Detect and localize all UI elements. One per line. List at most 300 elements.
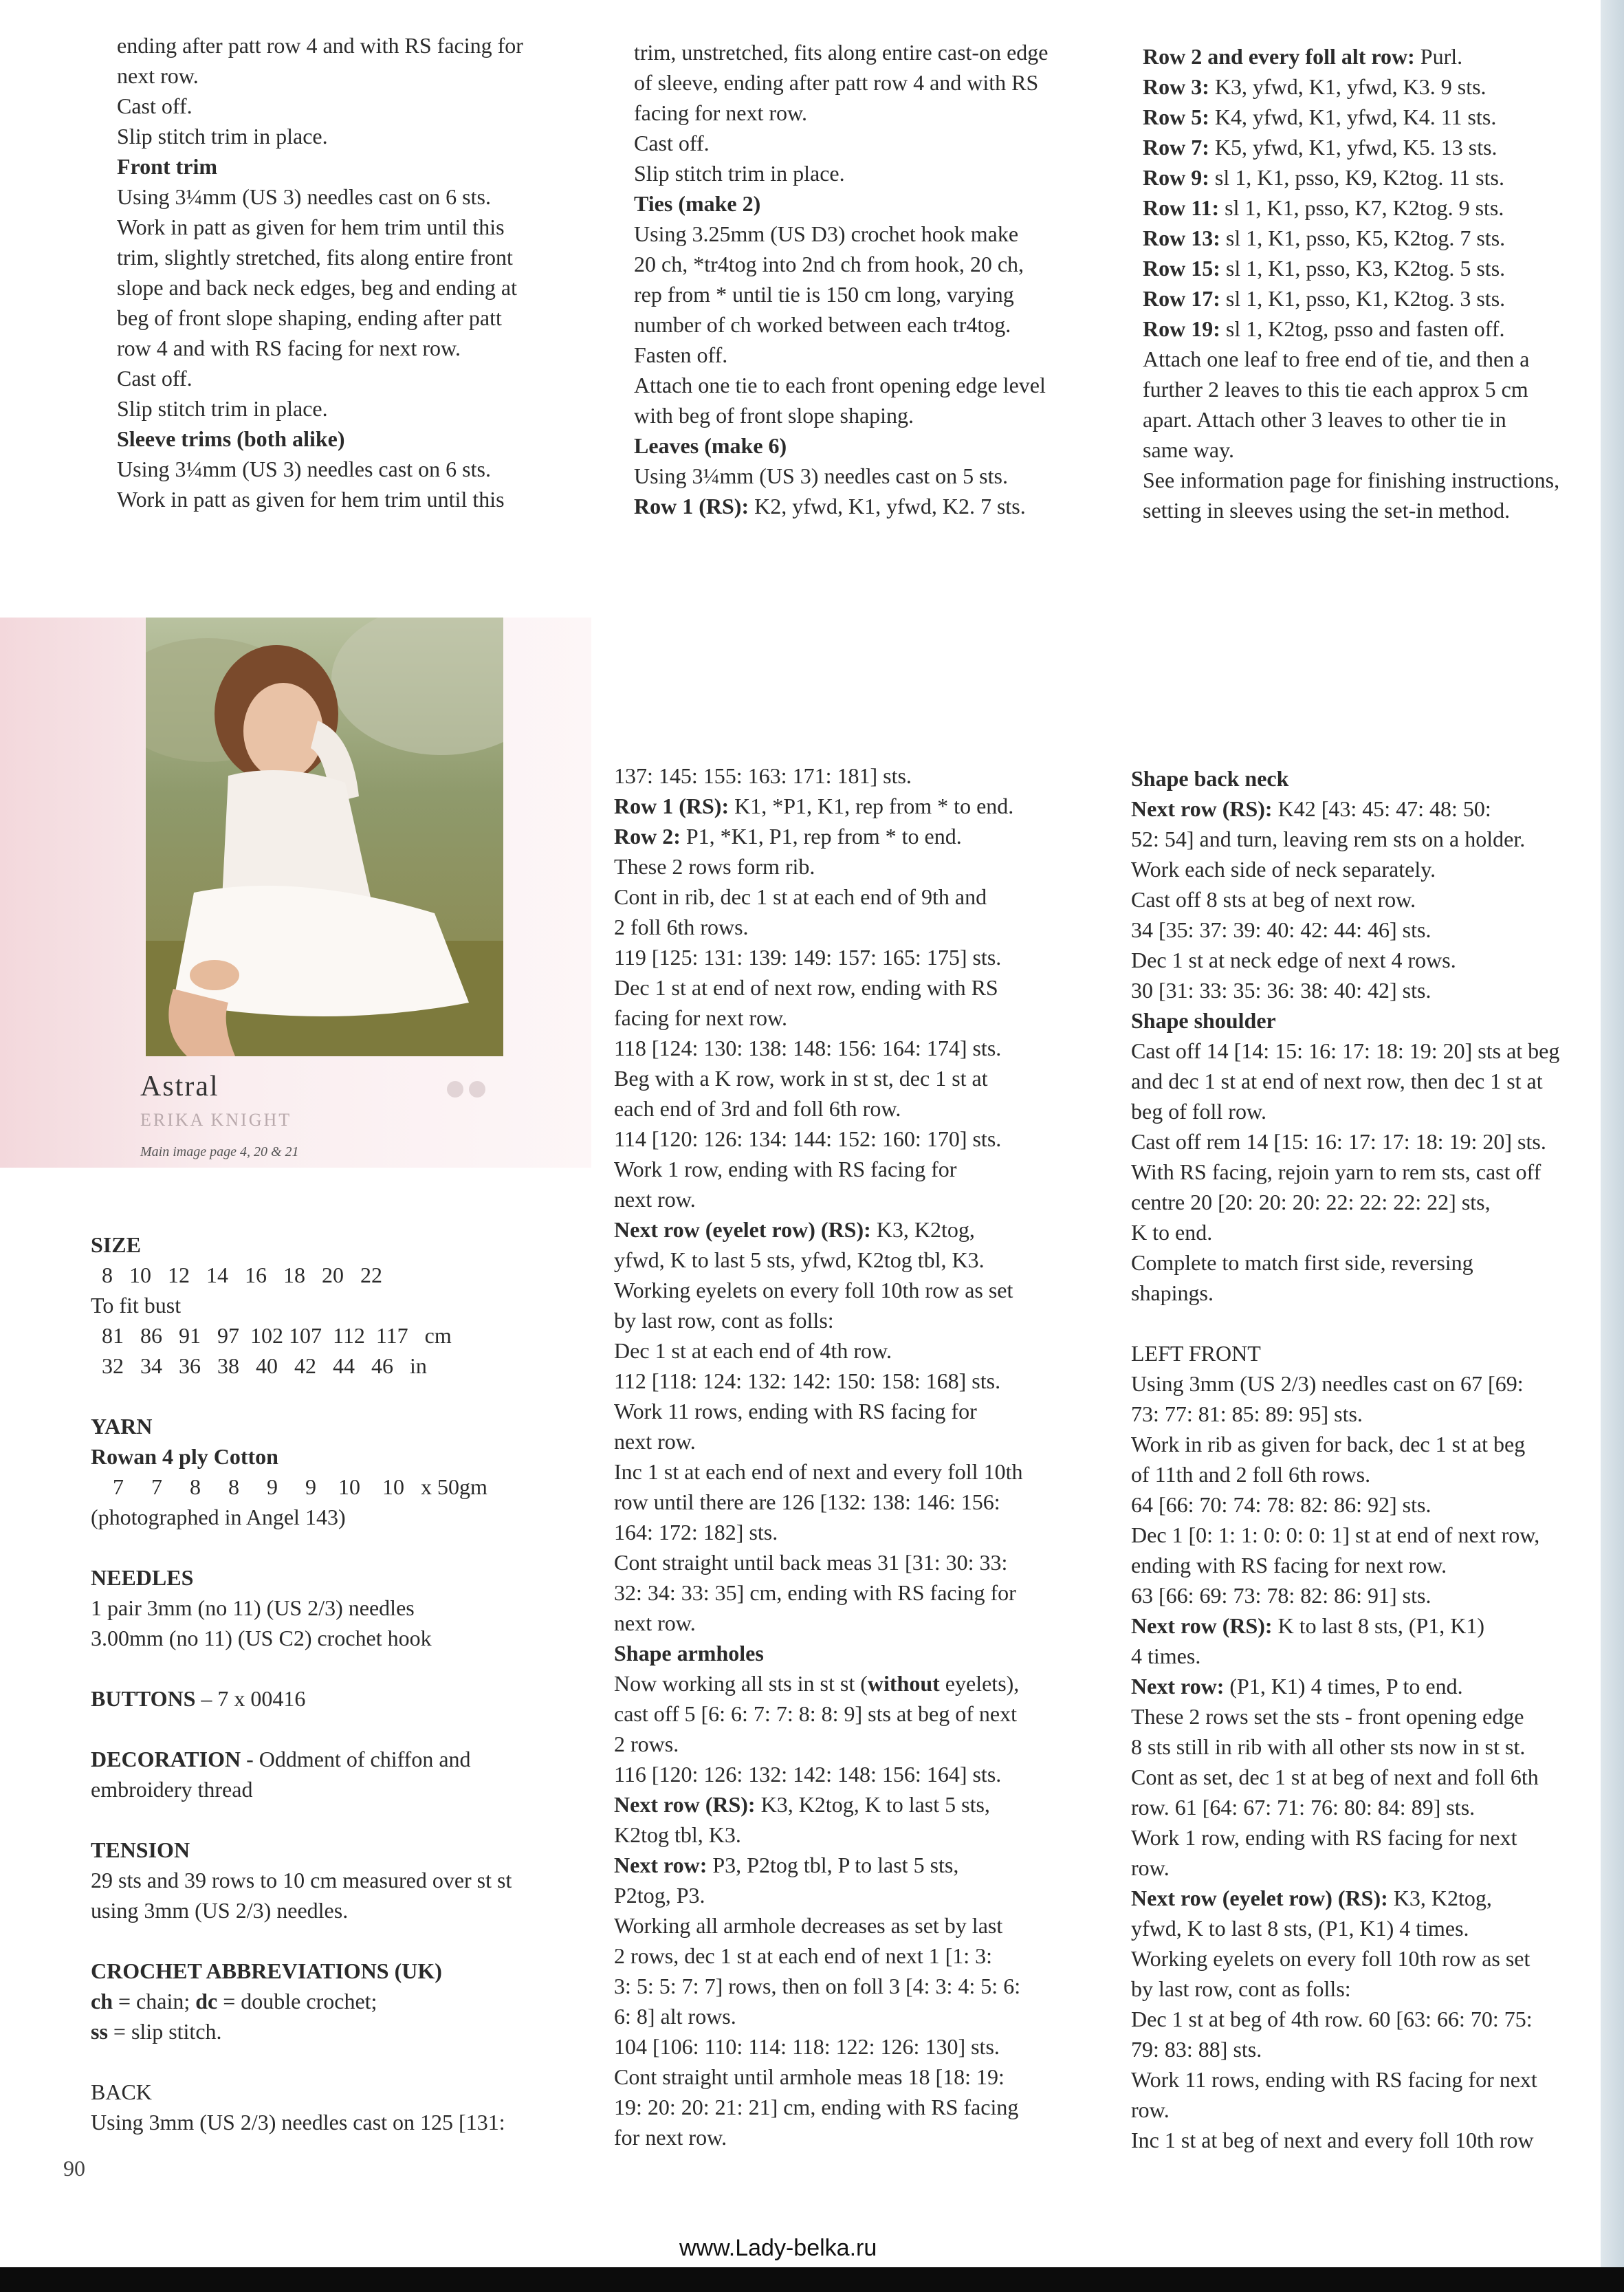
- text-run: 73: 77: 81: 85: 89: 95] sts.: [1131, 1401, 1363, 1426]
- text-run: beg of front slope shaping, ending after patt: [117, 305, 502, 330]
- text-line: [614, 1910, 1022, 1941]
- bold-run: Row 3:: [1143, 74, 1215, 99]
- text-run: sl 1, K1, psso, K3, K2tog. 5 sts.: [1225, 256, 1506, 281]
- bold-run: SIZE: [91, 1232, 141, 1257]
- text-line: [117, 151, 523, 182]
- text-line: [91, 2107, 512, 2137]
- text-line: [614, 912, 1022, 942]
- text-line: [91, 1351, 512, 1381]
- text-run: sl 1, K2tog, psso and fasten off.: [1225, 316, 1505, 341]
- text-line: [91, 1562, 512, 1593]
- text-run: each end of 3rd and foll 6th row.: [614, 1096, 901, 1121]
- text-line: [614, 791, 1022, 821]
- text-run: sl 1, K1, psso, K5, K2tog. 7 sts.: [1225, 226, 1506, 250]
- text-run: Using 3¼mm (US 3) needles cast on 6 sts.: [117, 457, 491, 481]
- bold-run: YARN: [91, 1414, 153, 1439]
- text-line: [1131, 763, 1559, 794]
- text-line: [1143, 41, 1559, 72]
- text-line: [1131, 2125, 1559, 2155]
- text-line: [634, 67, 1048, 98]
- text-line: [614, 1578, 1022, 1608]
- text-run: Work 1 row, ending with RS facing for next: [1131, 1825, 1517, 1850]
- bold-run: dc: [195, 1989, 218, 2013]
- text-run: K5, yfwd, K1, yfwd, K5. 13 sts.: [1214, 135, 1497, 160]
- bold-run: Row 2 and every foll alt row:: [1143, 44, 1420, 69]
- text-run: of 11th and 2 foll 6th rows.: [1131, 1462, 1371, 1487]
- text-line: [91, 1502, 512, 1532]
- text-line: [634, 370, 1048, 400]
- bold-run: Leaves (make 6): [634, 433, 787, 458]
- text-run: Work in patt as given for hem trim until this: [117, 487, 505, 512]
- text-run: slope and back neck edges, beg and ending at: [117, 275, 518, 300]
- text-line: [1131, 1792, 1559, 1822]
- text-run: Cont in rib, dec 1 st at each end of 9th and: [614, 884, 987, 909]
- text-run: ending with RS facing for next row.: [1131, 1553, 1447, 1578]
- dot: [469, 1081, 485, 1098]
- text-run: Work each side of neck separately.: [1131, 857, 1436, 882]
- bold-run: Next row (RS):: [1131, 1613, 1278, 1638]
- text-line: [614, 761, 1022, 791]
- text-line: [91, 1925, 512, 1956]
- text-line: [91, 2016, 512, 2047]
- text-line: [91, 1441, 512, 1472]
- design-author: ERIKA KNIGHT: [140, 1110, 292, 1130]
- text-run: Cont straight until back meas 31 [31: 30: 33:: [614, 1550, 1008, 1575]
- bold-run: Row 11:: [1143, 195, 1225, 220]
- text-run: K1, *P1, K1, rep from * to end.: [734, 794, 1014, 818]
- text-run: K to last 8 sts, (P1, K1): [1277, 1613, 1485, 1638]
- bold-run: Next row:: [614, 1853, 713, 1877]
- text-run: K42 [43: 45: 47: 48: 50:: [1277, 796, 1491, 821]
- text-line: [91, 1411, 512, 1441]
- text-line: [1131, 1126, 1559, 1157]
- text-run: 30 [31: 33: 35: 36: 38: 40: 42] sts.: [1131, 978, 1431, 1003]
- text-line: [1143, 253, 1559, 283]
- text-run: sl 1, K1, psso, K1, K2tog. 3 sts.: [1225, 286, 1506, 311]
- text-line: [91, 2047, 512, 2077]
- text-run: 52: 54] and turn, leaving rem sts on a holder.: [1131, 827, 1526, 851]
- text-run: 2 rows, dec 1 st at each end of next 1 [1: 3:: [614, 1943, 993, 1968]
- text-run: Using 3.25mm (US D3) crochet hook make: [634, 221, 1019, 246]
- bold-run: Front trim: [117, 154, 218, 179]
- text-run: These 2 rows form rib.: [614, 854, 815, 879]
- text-line: [614, 882, 1022, 912]
- text-column-top-left: [117, 30, 523, 514]
- text-line: [117, 424, 523, 454]
- text-line: [614, 1880, 1022, 1910]
- text-run: 118 [124: 130: 138: 148: 156: 164: 174] sts.: [614, 1036, 1002, 1060]
- text-line: [614, 2122, 1022, 2152]
- text-run: trim, unstretched, fits along entire cast-on edge: [634, 40, 1049, 65]
- text-run: rep from * until tie is 150 cm long, varying: [634, 282, 1014, 307]
- text-run: 64 [66: 70: 74: 78: 82: 86: 92] sts.: [1131, 1492, 1431, 1517]
- bold-run: Row 9:: [1143, 165, 1215, 190]
- text-run: Cast off.: [117, 94, 193, 118]
- text-run: of sleeve, ending after patt row 4 and with RS: [634, 70, 1039, 95]
- text-run: centre 20 [20: 20: 20: 22: 22: 22: 22] sts,: [1131, 1190, 1491, 1214]
- text-run: Attach one leaf to free end of tie, and then a: [1143, 347, 1530, 371]
- text-run: To fit bust: [91, 1293, 182, 1318]
- text-run: 2 rows.: [614, 1732, 679, 1756]
- text-line: [634, 37, 1048, 67]
- text-run: embroidery thread: [91, 1777, 253, 1802]
- text-run: 1 pair 3mm (no 11) (US 2/3) needles: [91, 1595, 415, 1620]
- text-line: [634, 491, 1048, 521]
- bold-run: without: [867, 1671, 940, 1696]
- text-run: = slip stitch.: [107, 2019, 222, 2044]
- text-run: 164: 172: 182] sts.: [614, 1520, 778, 1545]
- text-run: K2, yfwd, K1, yfwd, K2. 7 sts.: [754, 494, 1026, 519]
- text-line: [1143, 374, 1559, 404]
- text-run: Cast off.: [117, 366, 193, 391]
- text-line: [91, 1381, 512, 1411]
- text-run: K3, yfwd, K1, yfwd, K3. 9 sts.: [1214, 74, 1486, 99]
- text-line: [614, 972, 1022, 1003]
- text-line: [1131, 1308, 1559, 1338]
- text-run: 3.00mm (no 11) (US C2) crochet hook: [91, 1626, 432, 1650]
- text-line: [1131, 1883, 1559, 1913]
- text-line: [1131, 1066, 1559, 1096]
- text-run: BACK: [91, 2080, 152, 2104]
- text-line: [634, 219, 1048, 249]
- text-line: [1131, 1732, 1559, 1762]
- text-line: [1131, 1338, 1559, 1368]
- text-line: [1143, 314, 1559, 344]
- text-run: Dec 1 st at each end of 4th row.: [614, 1338, 892, 1363]
- text-line: [614, 1638, 1022, 1668]
- text-run: Cast off rem 14 [15: 16: 17: 17: 18: 19: 20] sts.: [1131, 1129, 1546, 1154]
- text-line: [614, 1699, 1022, 1729]
- text-run: facing for next row.: [634, 100, 808, 125]
- text-line: [117, 363, 523, 393]
- text-line: [614, 1456, 1022, 1487]
- text-run: Dec 1 st at beg of 4th row. 60 [63: 66: 70: 75:: [1131, 2007, 1533, 2031]
- text-run: row. 61 [64: 67: 71: 76: 80: 84: 89] sts.: [1131, 1795, 1475, 1820]
- text-line: [614, 1759, 1022, 1789]
- text-run: 20 ch, *tr4tog into 2nd ch from hook, 20 ch,: [634, 252, 1024, 276]
- text-run: Using 3¼mm (US 3) needles cast on 6 sts.: [117, 184, 491, 209]
- text-line: [91, 1744, 512, 1774]
- text-run: same way.: [1143, 437, 1234, 462]
- text-run: cast off 5 [6: 6: 7: 7: 8: 8: 9] sts at beg of next: [614, 1701, 1017, 1726]
- text-line: [614, 1335, 1022, 1366]
- text-line: [614, 1184, 1022, 1214]
- text-run: = double crochet;: [217, 1989, 377, 2013]
- bold-run: Rowan 4 ply Cotton: [91, 1444, 278, 1469]
- text-run: with beg of front slope shaping.: [634, 403, 914, 428]
- text-run: Complete to match first side, reversing: [1131, 1250, 1473, 1275]
- text-line: [634, 309, 1048, 340]
- bold-run: Row 19:: [1143, 316, 1226, 341]
- text-run: Attach one tie to each front opening edge level: [634, 373, 1046, 397]
- text-line: [91, 2077, 512, 2107]
- text-line: [117, 121, 523, 151]
- text-column-top-right: [1143, 41, 1559, 525]
- text-line: [1131, 1913, 1559, 1943]
- text-line: [91, 1683, 512, 1714]
- text-line: [1131, 1822, 1559, 1853]
- text-line: [1131, 794, 1559, 824]
- bold-run: Next row (RS):: [614, 1792, 761, 1817]
- text-line: [1131, 1520, 1559, 1550]
- text-line: [117, 333, 523, 363]
- text-line: [614, 1850, 1022, 1880]
- text-line: [614, 1154, 1022, 1184]
- text-line: [91, 1835, 512, 1865]
- bold-run: ch: [91, 1989, 113, 2013]
- text-run: – 7 x 00416: [195, 1686, 306, 1711]
- text-line: [1143, 404, 1559, 435]
- text-line: [1143, 283, 1559, 314]
- text-run: 4 times.: [1131, 1644, 1201, 1668]
- text-line: [614, 1487, 1022, 1517]
- text-line: [614, 1668, 1022, 1699]
- text-run: eyelets),: [939, 1671, 1020, 1696]
- text-run: 8 sts still in rib with all other sts now in st st.: [1131, 1734, 1526, 1759]
- text-line: [1131, 1429, 1559, 1459]
- text-line: [1131, 1974, 1559, 2004]
- text-line: [614, 1214, 1022, 1245]
- text-run: Slip stitch trim in place.: [117, 396, 328, 421]
- text-line: [117, 91, 523, 121]
- bold-run: Sleeve trims (both alike): [117, 426, 345, 451]
- text-line: [91, 1714, 512, 1744]
- text-line: [1131, 1489, 1559, 1520]
- text-line: [614, 2062, 1022, 2092]
- text-run: P3, P2tog tbl, P to last 5 sts,: [712, 1853, 959, 1877]
- text-run: 119 [125: 131: 139: 149: 157: 165: 175] sts.: [614, 945, 1002, 970]
- text-line: [91, 1895, 512, 1925]
- text-run: Beg with a K row, work in st st, dec 1 st at: [614, 1066, 988, 1091]
- text-line: [614, 1789, 1022, 1820]
- text-run: 32: 34: 33: 35] cm, ending with RS facing for: [614, 1580, 1016, 1605]
- bold-run: Next row (RS):: [1131, 796, 1278, 821]
- text-line: [614, 821, 1022, 851]
- page-number: 90: [63, 2156, 85, 2181]
- text-run: K to end.: [1131, 1220, 1213, 1245]
- text-line: [614, 1033, 1022, 1063]
- text-line: [1131, 1368, 1559, 1399]
- dot: [447, 1081, 463, 1098]
- text-line: [91, 1472, 512, 1502]
- text-run: 2 foll 6th rows.: [614, 915, 749, 939]
- text-run: Fasten off.: [634, 342, 728, 367]
- text-run: and dec 1 st at end of next row, then dec 1 st at: [1131, 1069, 1543, 1093]
- text-run: K3, K2tog,: [876, 1217, 975, 1242]
- text-line: [614, 1608, 1022, 1638]
- text-run: Slip stitch trim in place.: [634, 161, 845, 186]
- text-line: [117, 30, 523, 61]
- text-line: [1143, 344, 1559, 374]
- text-line: [117, 393, 523, 424]
- text-line: [1131, 1641, 1559, 1671]
- bold-run: Next row:: [1131, 1674, 1230, 1699]
- text-line: [634, 188, 1048, 219]
- text-column-lower-right: [1131, 763, 1559, 2155]
- design-image-note: Main image page 4, 20 & 21: [140, 1144, 299, 1159]
- text-run: Inc 1 st at each end of next and every foll 10th: [614, 1459, 1023, 1484]
- text-run: Inc 1 st at beg of next and every foll 10th row: [1131, 2128, 1534, 2152]
- bold-run: Row 5:: [1143, 105, 1215, 129]
- text-run: Now working all sts in st st (: [614, 1671, 868, 1696]
- text-run: apart. Attach other 3 leaves to other tie in: [1143, 407, 1506, 432]
- text-run: next row.: [117, 63, 199, 88]
- text-run: 104 [106: 110: 114: 118: 122: 126: 130] sts.: [614, 2034, 1000, 2059]
- text-line: [91, 1774, 512, 1804]
- text-line: [91, 1290, 512, 1320]
- text-run: next row.: [614, 1187, 696, 1212]
- text-run: Working all armhole decreases as set by last: [614, 1913, 1003, 1938]
- text-line: [614, 1003, 1022, 1033]
- text-run: 29 sts and 39 rows to 10 cm measured over st st: [91, 1868, 512, 1892]
- text-run: yfwd, K to last 8 sts, (P1, K1) 4 times.: [1131, 1916, 1469, 1941]
- text-run: Cast off 14 [14: 15: 16: 17: 18: 19: 20] sts at beg: [1131, 1038, 1560, 1063]
- text-run: (photographed in Angel 143): [91, 1505, 346, 1529]
- text-line: [614, 2031, 1022, 2062]
- text-line: [614, 851, 1022, 882]
- text-run: 34 [35: 37: 39: 40: 42: 44: 46] sts.: [1131, 917, 1431, 942]
- text-line: [117, 454, 523, 484]
- text-line: [1131, 1187, 1559, 1217]
- text-run: K3, K2tog, K to last 5 sts,: [760, 1792, 990, 1817]
- text-run: trim, slightly stretched, fits along entire front: [117, 245, 513, 270]
- text-run: Dec 1 [0: 1: 1: 0: 0: 0: 1] st at end of next row,: [1131, 1522, 1540, 1547]
- text-line: [614, 1941, 1022, 1971]
- text-line: [1131, 1036, 1559, 1066]
- text-run: K2tog tbl, K3.: [614, 1822, 741, 1847]
- text-line: [1131, 1399, 1559, 1429]
- text-line: [1131, 975, 1559, 1005]
- text-line: [614, 1093, 1022, 1124]
- text-line: [1131, 1611, 1559, 1641]
- text-line: [614, 1517, 1022, 1547]
- text-line: [614, 2092, 1022, 2122]
- text-line: [117, 272, 523, 303]
- text-run: facing for next row.: [614, 1005, 788, 1030]
- text-run: row 4 and with RS facing for next row.: [117, 336, 461, 360]
- text-line: [614, 1426, 1022, 1456]
- text-run: Cast off.: [634, 131, 710, 155]
- text-run: 3: 5: 5: 7: 7] rows, then on foll 3 [4: 3: 4: 5: 6:: [614, 1974, 1021, 1998]
- text-run: setting in sleeves using the set-in method.: [1143, 498, 1511, 523]
- bold-run: Row 2:: [614, 824, 686, 849]
- text-line: [614, 942, 1022, 972]
- text-run: 63 [66: 69: 73: 78: 82: 86: 91] sts.: [1131, 1583, 1431, 1608]
- text-line: [1143, 223, 1559, 253]
- text-run: 79: 83: 88] sts.: [1131, 2037, 1262, 2062]
- text-line: [614, 1729, 1022, 1759]
- text-line: [1131, 1278, 1559, 1308]
- text-column-top-middle: [634, 37, 1048, 521]
- text-run: 114 [120: 126: 134: 144: 152: 160: 170] sts.: [614, 1126, 1002, 1151]
- text-line: [1143, 465, 1559, 495]
- text-run: using 3mm (US 2/3) needles.: [91, 1898, 349, 1923]
- text-line: [1131, 2064, 1559, 2095]
- text-column-lower-left: [91, 1230, 512, 2137]
- design-title: Astral: [140, 1071, 219, 1102]
- text-line: [91, 1593, 512, 1623]
- text-run: number of ch worked between each tr4tog.: [634, 312, 1011, 337]
- text-line: [614, 1063, 1022, 1093]
- text-line: [91, 1320, 512, 1351]
- text-line: [1143, 495, 1559, 525]
- text-run: by last row, cont as folls:: [614, 1308, 834, 1333]
- text-line: [614, 1366, 1022, 1396]
- page-edge-shadow: [1601, 0, 1624, 2292]
- text-run: Dec 1 st at end of next row, ending with RS: [614, 975, 998, 1000]
- text-line: [1131, 1671, 1559, 1701]
- text-line: [91, 1804, 512, 1835]
- text-line: [614, 1820, 1022, 1850]
- bold-run: Row 17:: [1143, 286, 1226, 311]
- text-line: [117, 484, 523, 514]
- text-line: [91, 1865, 512, 1895]
- text-run: LEFT FRONT: [1131, 1341, 1261, 1366]
- text-line: [634, 128, 1048, 158]
- text-run: ending after patt row 4 and with RS facing for: [117, 33, 523, 58]
- text-run: for next row.: [614, 2125, 727, 2150]
- text-run: Work 1 row, ending with RS facing for: [614, 1157, 957, 1181]
- text-line: [1131, 884, 1559, 915]
- text-line: [1131, 1701, 1559, 1732]
- text-line: [614, 1275, 1022, 1305]
- text-run: Cont straight until armhole meas 18 [18: 19:: [614, 2064, 1005, 2089]
- text-line: [1143, 132, 1559, 162]
- text-run: Using 3mm (US 2/3) needles cast on 67 [69:: [1131, 1371, 1524, 1396]
- bold-run: Row 13:: [1143, 226, 1226, 250]
- text-line: [634, 400, 1048, 430]
- text-line: [117, 61, 523, 91]
- text-line: [634, 158, 1048, 188]
- text-line: [1131, 2034, 1559, 2064]
- text-line: [1131, 1459, 1559, 1489]
- text-line: [634, 340, 1048, 370]
- text-line: [91, 1260, 512, 1290]
- text-line: [117, 242, 523, 272]
- text-line: [1131, 1217, 1559, 1247]
- text-line: [117, 212, 523, 242]
- text-line: [1131, 915, 1559, 945]
- bottom-scan-edge: [0, 2267, 1624, 2292]
- text-line: [1131, 1853, 1559, 1883]
- text-line: [91, 1532, 512, 1562]
- bold-run: BUTTONS: [91, 1686, 196, 1711]
- text-line: [91, 1230, 512, 1260]
- text-run: next row.: [614, 1611, 696, 1635]
- text-run: 7 7 8 8 9 9 10 10 x 50gm: [91, 1474, 487, 1499]
- bold-run: ss: [91, 2019, 108, 2044]
- text-line: [634, 98, 1048, 128]
- text-line: [1131, 1096, 1559, 1126]
- text-run: P2tog, P3.: [614, 1883, 705, 1908]
- text-run: = chain;: [113, 1989, 196, 2013]
- text-run: next row.: [614, 1429, 696, 1454]
- text-run: row.: [1131, 1855, 1170, 1880]
- text-run: 116 [120: 126: 132: 142: 148: 156: 164] sts.: [614, 1762, 1002, 1787]
- text-run: Dec 1 st at neck edge of next 4 rows.: [1131, 948, 1456, 972]
- text-run: 112 [118: 124: 132: 142: 150: 158: 168] sts.: [614, 1368, 1001, 1393]
- text-line: [634, 279, 1048, 309]
- text-run: K3, K2tog,: [1393, 1886, 1492, 1910]
- bold-run: Shape shoulder: [1131, 1008, 1276, 1033]
- text-run: 137: 145: 155: 163: 171: 181] sts.: [614, 763, 912, 788]
- text-run: sl 1, K1, psso, K7, K2tog. 9 sts.: [1225, 195, 1504, 220]
- text-line: [1131, 1580, 1559, 1611]
- bold-run: Next row (eyelet row) (RS):: [614, 1217, 877, 1242]
- text-line: [614, 1396, 1022, 1426]
- text-run: Cast off 8 sts at beg of next row.: [1131, 887, 1416, 912]
- text-line: [1143, 102, 1559, 132]
